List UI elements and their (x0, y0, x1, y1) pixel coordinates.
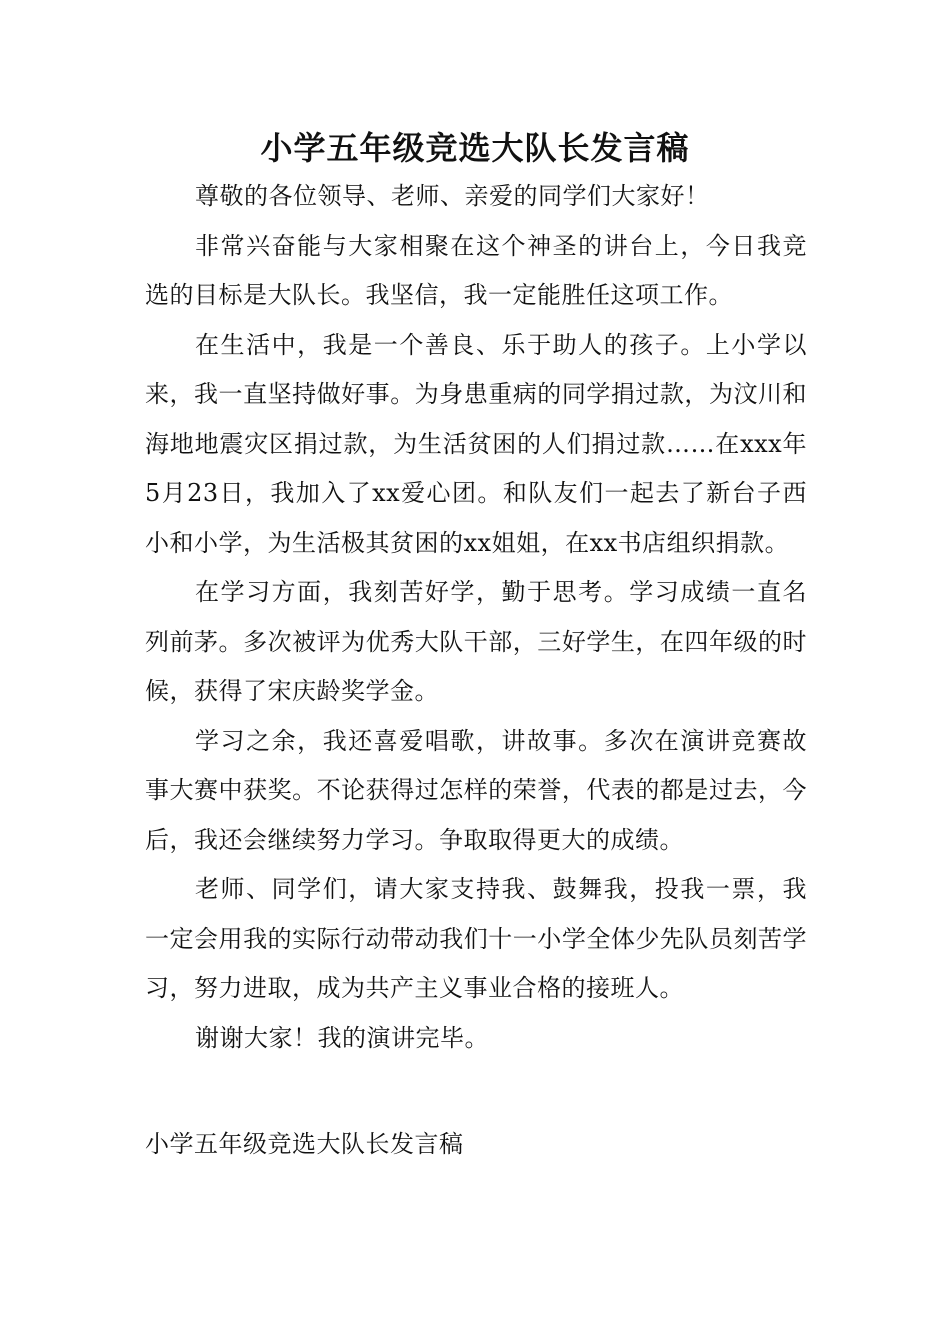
paragraph-greeting: 尊敬的各位领导、老师、亲爱的同学们大家好！ (195, 182, 710, 210)
paragraph-closing: 谢谢大家！我的演讲完毕。 (195, 1023, 489, 1052)
document-body (145, 172, 807, 1063)
document-title: 小学五年级竞选大队长发言稿 (260, 129, 690, 167)
paragraph-life: 在生活中，我是一个善良、乐于助人的孩子。上小学以来，我一直坚持做好事。为身患重病的同学捐过款，为汶川和海地地震灾区捐过款，为生活贫困的人们捐过款……在xxx年5月23日，我加入了xx爱心团。和队友们一起去了新台子西小和小学，为生活极其贫困的xx姐姐，在xx书店组织捐款。 (145, 330, 807, 557)
paragraph-hobbies: 学习之余，我还喜爱唱歌，讲故事。多次在演讲竞赛故事大赛中获奖。不论获得过怎样的荣誉，代表的都是过去，今后，我还会继续努力学习。争取取得更大的成绩。 (145, 726, 807, 854)
document-footer: 小学五年级竞选大队长发言稿 (145, 1130, 464, 1158)
paragraph-study: 在学习方面，我刻苦好学，勤于思考。学习成绩一直名列前茅。多次被评为优秀大队干部，三好学生，在四年级的时候，获得了宋庆龄奖学金。 (145, 578, 807, 705)
paragraph-appeal: 老师、同学们，请大家支持我、鼓舞我，投我一票，我一定会用我的实际行动带动我们十一小学全体少先队员刻苦学习，努力进取，成为共产主义事业合格的接班人。 (145, 875, 807, 1002)
paragraph-intro: 非常兴奋能与大家相聚在这个神圣的讲台上，今日我竞选的目标是大队长。我坚信，我一定能胜任这项工作。 (145, 231, 807, 309)
